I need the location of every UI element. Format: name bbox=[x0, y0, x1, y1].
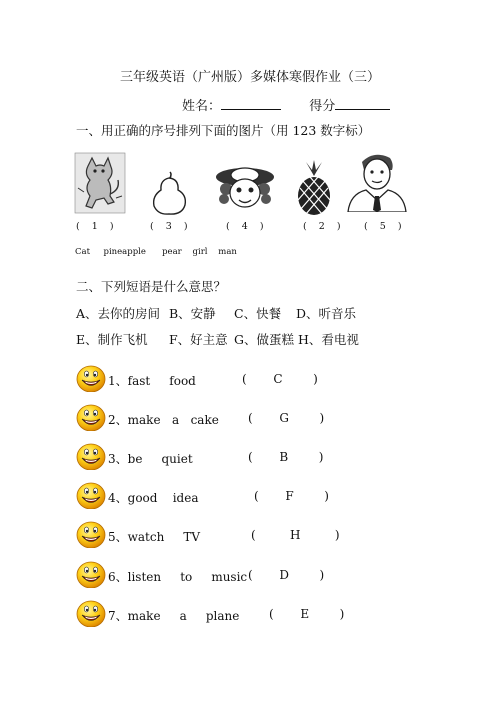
word-item: Cat bbox=[75, 247, 90, 257]
list-item bbox=[76, 599, 436, 633]
answer-blank[interactable]: ( C ) bbox=[242, 372, 318, 386]
smiley-icon bbox=[76, 364, 106, 392]
phrase-text: 5、watch TV bbox=[108, 530, 201, 544]
list-item bbox=[76, 481, 436, 515]
word-item: man bbox=[218, 247, 237, 257]
smiley-icon bbox=[76, 481, 106, 509]
cat-icon bbox=[74, 152, 126, 218]
picture-answer-3[interactable]: ( 4 ) bbox=[226, 221, 264, 232]
word-item: girl bbox=[192, 247, 208, 257]
option-h: H、看电视 bbox=[298, 332, 359, 347]
answer-blank[interactable]: ( G ) bbox=[248, 411, 325, 425]
smiley-icon bbox=[76, 599, 106, 627]
answer-blank[interactable]: ( F ) bbox=[254, 489, 329, 503]
list-item bbox=[76, 520, 436, 554]
phrase-text: 1、fast food bbox=[108, 374, 196, 388]
picture-answer-2[interactable]: ( 3 ) bbox=[150, 221, 188, 232]
smiley-icon bbox=[76, 560, 106, 588]
answer-blank[interactable]: ( H ) bbox=[251, 528, 340, 542]
answer-blank[interactable]: ( B ) bbox=[248, 450, 324, 464]
phrase-text: 7、make a plane bbox=[108, 609, 240, 623]
list-item bbox=[76, 442, 436, 476]
answer-blank[interactable]: ( D ) bbox=[248, 568, 325, 582]
phrase-text: 4、good idea bbox=[108, 491, 199, 505]
phrase-text: 6、listen to music bbox=[108, 570, 248, 584]
section-1-heading: 一、用正确的序号排列下面的图片（用 123 数字标） bbox=[76, 123, 371, 138]
section-2-heading: 二、下列短语是什么意思？ bbox=[76, 279, 227, 294]
answer-blank[interactable]: ( E ) bbox=[269, 607, 345, 621]
phrase-text: 3、be quiet bbox=[108, 452, 193, 466]
page-title: 三年级英语（广州版）多媒体寒假作业（三） bbox=[119, 70, 380, 85]
smiley-icon bbox=[76, 442, 106, 470]
word-item: pear bbox=[162, 247, 182, 257]
option-f: F、好主意 bbox=[169, 332, 228, 347]
option-e: E、制作飞机 bbox=[76, 332, 148, 347]
name-score-row bbox=[182, 95, 390, 114]
list-item bbox=[76, 364, 436, 398]
name-field[interactable] bbox=[221, 97, 281, 110]
option-c: C、快餐 bbox=[234, 306, 282, 321]
smiley-icon bbox=[76, 520, 106, 548]
name-label: 姓名： bbox=[182, 99, 222, 114]
picture-answer-5[interactable]: ( 5 ) bbox=[364, 221, 402, 232]
list-item bbox=[76, 403, 436, 437]
girl-icon bbox=[214, 163, 276, 217]
word-item: pineapple bbox=[103, 247, 146, 257]
phrase-text: 2、make a cake bbox=[108, 413, 219, 427]
pear-icon bbox=[148, 170, 190, 220]
picture-answer-4[interactable]: ( 2 ) bbox=[303, 221, 341, 232]
option-g: G、做蛋糕 bbox=[234, 332, 294, 347]
man-icon bbox=[344, 150, 410, 216]
score-field[interactable] bbox=[335, 97, 390, 110]
picture-answer-1[interactable]: ( 1 ) bbox=[76, 221, 114, 232]
smiley-icon bbox=[76, 403, 106, 431]
score-label: 得分 bbox=[309, 99, 336, 114]
pineapple-icon bbox=[296, 160, 332, 220]
list-item bbox=[76, 560, 436, 594]
option-a: A、去你的房间 bbox=[76, 306, 161, 321]
option-d: D、听音乐 bbox=[296, 306, 357, 321]
option-b: B、安静 bbox=[169, 306, 216, 321]
word-list bbox=[75, 247, 237, 257]
